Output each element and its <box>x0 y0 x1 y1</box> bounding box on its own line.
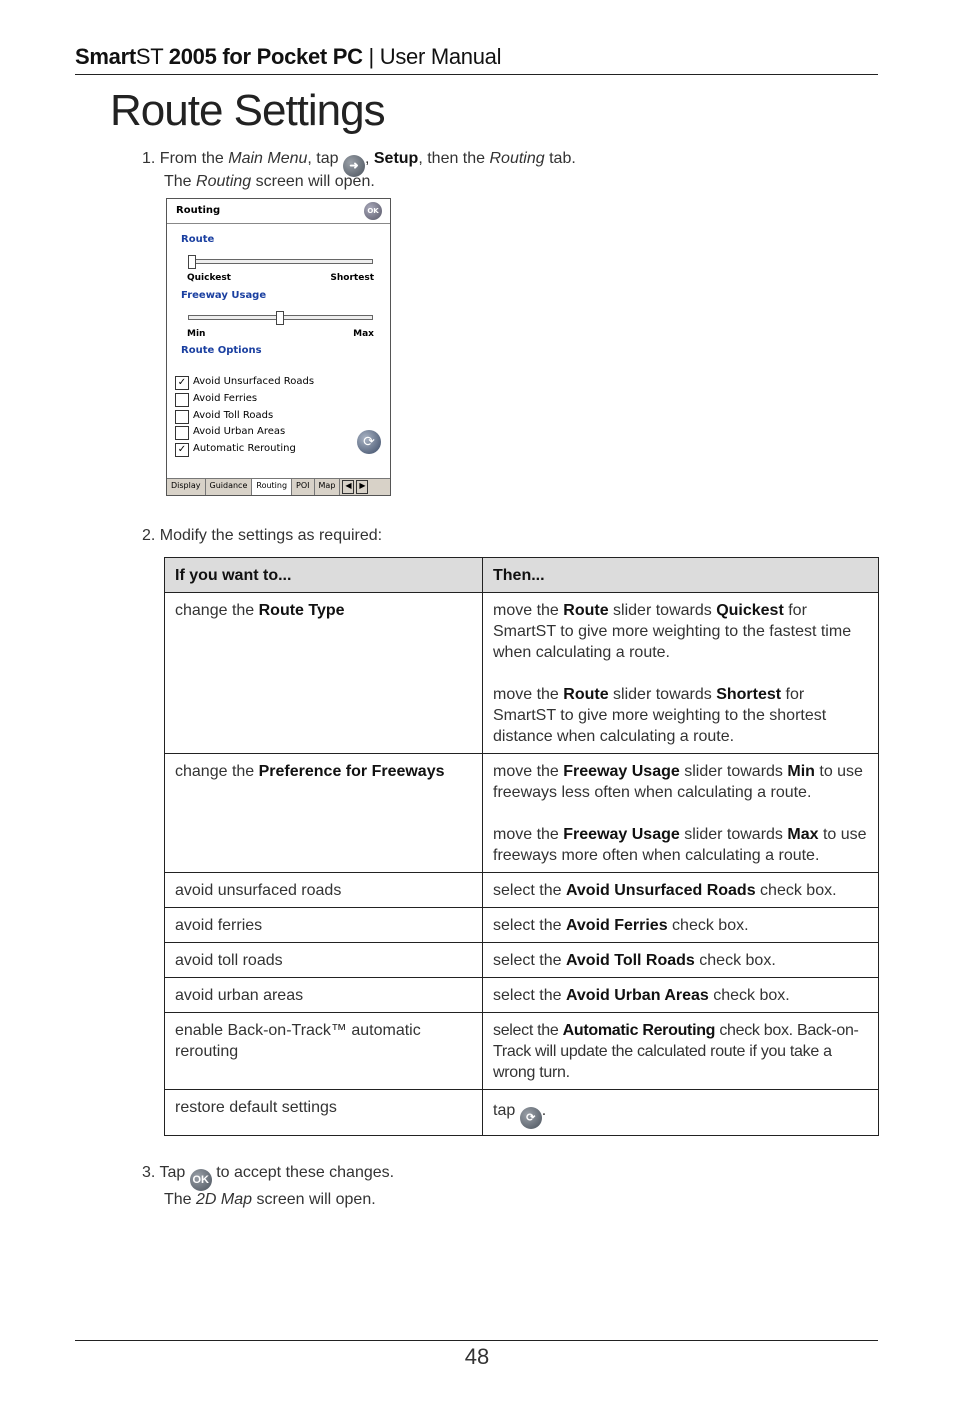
table-cell: avoid toll roads <box>165 943 483 978</box>
table-cell: tap ⟳ . <box>483 1090 879 1136</box>
avoid-unsurfaced-label: Avoid Unsurfaced Roads <box>193 376 315 387</box>
min-label: Min <box>187 329 206 339</box>
route-options-label: Route Options <box>181 345 262 356</box>
tab-map[interactable]: Map <box>315 479 341 495</box>
restore-defaults-icon[interactable]: ⟳ <box>357 430 381 454</box>
table-cell: move the Freeway Usage slider towards Min to use freeways less often when calculating a route. move the Freeway Usage slider towards Max to use freeways more often when calculating a route. <box>483 754 879 873</box>
avoid-urban-label: Avoid Urban Areas <box>193 426 286 437</box>
step-2-text: 2. Modify the settings as required: <box>142 527 383 544</box>
avoid-ferries-label: Avoid Ferries <box>193 393 258 404</box>
route-section-label: Route <box>181 234 215 245</box>
table-row <box>165 943 879 978</box>
table-row <box>165 754 879 873</box>
table-cell: enable Back-on-Track™ automatic rerouting <box>165 1013 483 1090</box>
col-header-want: If you want to... <box>165 558 483 593</box>
avoid-urban-checkbox[interactable] <box>175 426 189 440</box>
page-title: Route Settings <box>110 86 385 135</box>
table-row <box>165 1090 879 1136</box>
table-cell: restore default settings <box>165 1090 483 1136</box>
table-row <box>165 908 879 943</box>
tab-poi[interactable]: POI <box>292 479 314 495</box>
avoid-toll-checkbox[interactable] <box>175 410 189 424</box>
refresh-icon: ⟳ <box>520 1107 542 1129</box>
table-row <box>165 593 879 754</box>
arrow-right-icon: ➜ <box>343 155 365 177</box>
quickest-label: Quickest <box>187 273 231 283</box>
header-title: SmartST 2005 for Pocket PC | User Manual <box>75 44 502 69</box>
ok-icon: OK <box>190 1169 212 1191</box>
step-1-text: 1. From the Main Menu, tap ➜ , Setup, then the Routing tab. <box>142 150 576 177</box>
routing-screenshot <box>166 198 391 496</box>
table-row <box>165 873 879 908</box>
tab-scroll-right-icon[interactable]: ▶ <box>356 480 368 494</box>
avoid-toll-label: Avoid Toll Roads <box>193 410 274 421</box>
freeway-slider-thumb[interactable] <box>276 311 284 325</box>
shortest-label: Shortest <box>330 273 374 283</box>
table-cell: avoid urban areas <box>165 978 483 1013</box>
settings-table <box>164 557 879 1136</box>
table-cell: select the Automatic Rerouting check box. Back-on-Track will update the calculated route if you take a wrong turn. <box>483 1013 879 1090</box>
tab-display[interactable]: Display <box>167 479 206 495</box>
avoid-ferries-checkbox[interactable] <box>175 393 189 407</box>
table-cell: avoid ferries <box>165 908 483 943</box>
tab-bar <box>167 478 390 495</box>
page-header <box>75 44 878 75</box>
table-cell: select the Avoid Urban Areas check box. <box>483 978 879 1013</box>
table-cell: select the Avoid Toll Roads check box. <box>483 943 879 978</box>
page-number: 48 <box>464 1344 490 1369</box>
table-cell: select the Avoid Unsurfaced Roads check box. <box>483 873 879 908</box>
routing-titlebar <box>167 199 390 224</box>
table-cell: select the Avoid Ferries check box. <box>483 908 879 943</box>
avoid-unsurfaced-checkbox[interactable]: ✓ <box>175 376 189 390</box>
footer-divider <box>75 1340 878 1341</box>
step-3-result: The 2D Map screen will open. <box>164 1191 376 1208</box>
table-row <box>165 978 879 1013</box>
freeway-section-label: Freeway Usage <box>181 290 267 301</box>
ok-button[interactable]: OK <box>364 202 382 220</box>
route-slider-thumb[interactable] <box>188 255 196 269</box>
table-header-row <box>165 558 879 593</box>
route-slider[interactable] <box>188 259 373 264</box>
tab-routing[interactable]: Routing <box>252 479 292 495</box>
tab-scroll-left-icon[interactable]: ◀ <box>342 480 354 494</box>
automatic-rerouting-checkbox[interactable]: ✓ <box>175 443 189 457</box>
routing-title: Routing <box>176 205 221 216</box>
table-cell: change the Route Type <box>165 593 483 754</box>
max-label: Max <box>353 329 374 339</box>
tab-guidance[interactable]: Guidance <box>206 479 253 495</box>
col-header-then: Then... <box>483 558 879 593</box>
automatic-rerouting-label: Automatic Rerouting <box>193 443 296 454</box>
table-cell: change the Preference for Freeways <box>165 754 483 873</box>
step-1-result: The Routing screen will open. <box>164 173 375 190</box>
table-cell: avoid unsurfaced roads <box>165 873 483 908</box>
step-3-text: 3. Tap OK to accept these changes. <box>142 1164 394 1191</box>
table-cell: move the Route slider towards Quickest for SmartST to give more weighting to the fastest time when calculating a route. move the Route slider towards Shortest for SmartST to give more weighting to the shortest distance when calculating a route. <box>483 593 879 754</box>
table-row <box>165 1013 879 1090</box>
